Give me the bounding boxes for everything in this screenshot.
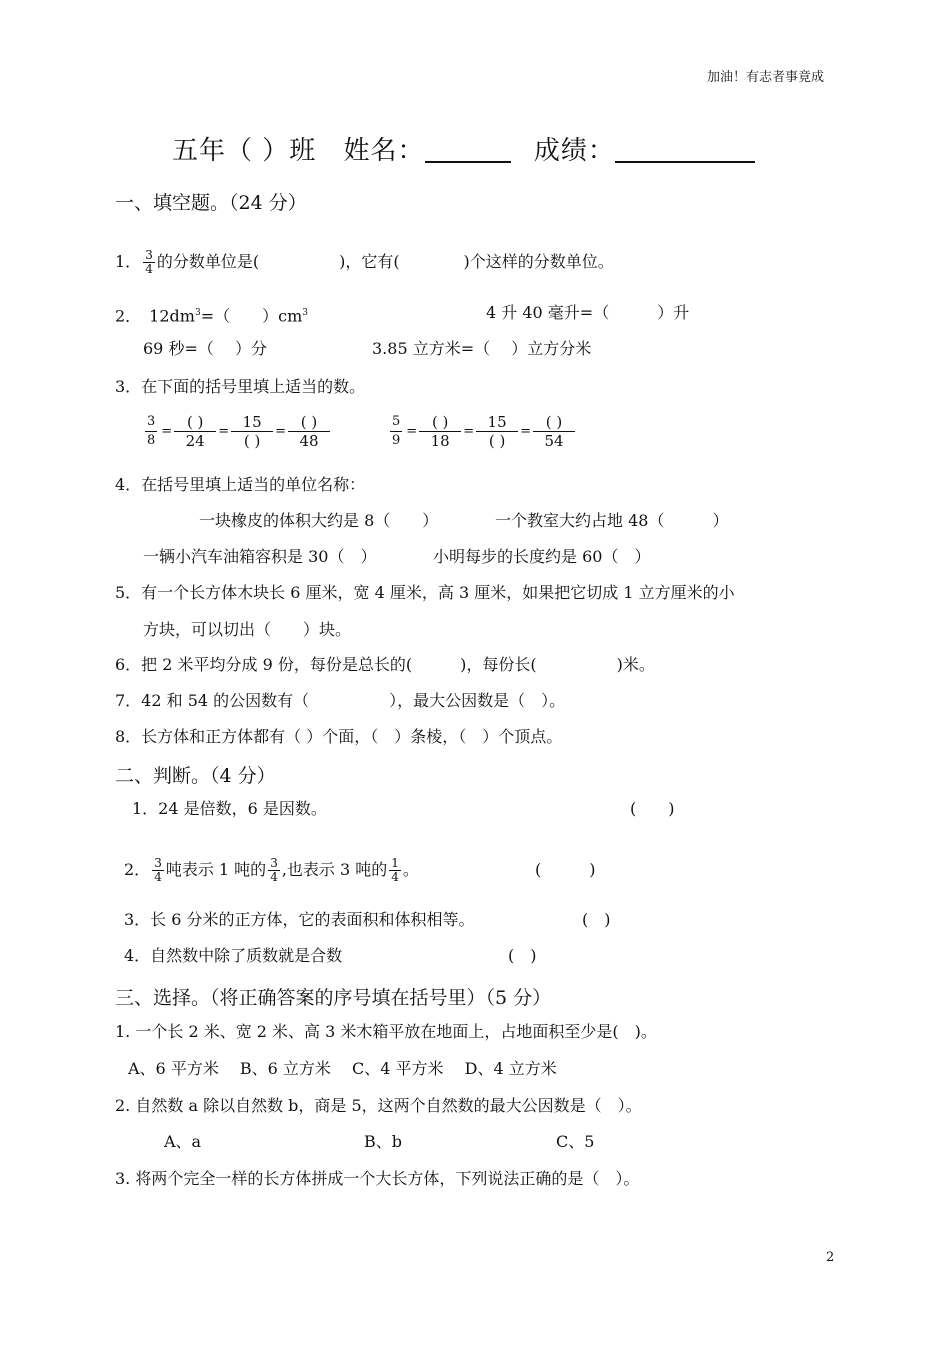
section-1-heading: 一、填空题。（24 分） [115,192,307,214]
fraction: ( ) 48 [288,413,330,450]
s1-q3: 3．在下面的括号里填上适当的数。 [115,377,366,396]
fraction-3-4: $\frac{3}{4}$ [145,248,153,276]
s2-q2: 2． $\frac{3}{4}$ 吨表示 1 吨的 $\frac{3}{4}$ ,也表示 3 吨的 $\frac{1}{4}$ 。 [124,856,419,884]
s3-q2: 2. 自然数 a 除以自然数 b，商是 5，这两个自然数的最大公因数是（ ）。 [115,1096,642,1115]
s1-q6: 6．把 2 米平均分成 9 份，每份是总长的( )，每份长( )米。 [115,655,655,674]
section-3-heading: 三、选择。（将正确答案的序号填在括号里）（5 分） [115,987,552,1009]
s3-q2-option-c[interactable]: C、5 [556,1132,595,1151]
fraction: ( ) 18 [419,413,461,450]
q-number: 1． [115,252,142,271]
s2-q3-paren[interactable]: ( ) [582,910,611,929]
s1-q4-a: 一块橡皮的体积大约是 8（ ） [199,511,439,530]
s1-q2-a: 2． $12dm^3=$（ ）$cm^3$ [115,306,308,326]
fraction: $\frac{5}{9}$ [392,414,401,448]
fraction: 15 ( ) [231,413,273,450]
s1-q2-c: 69 秒=（ ）分 [143,339,267,358]
s3-q2-option-a[interactable]: A、a [164,1132,202,1151]
s1-q4-c: 一辆小汽车油箱容积是 30（ ） [143,547,377,566]
s2-q4-paren[interactable]: ( ) [508,946,537,965]
section-2-heading: 二、判断。（4 分） [115,765,276,787]
fraction: $\frac{3}{4}$ [270,856,278,884]
name-blank[interactable] [425,137,511,163]
s1-q2-b: 4 升 40 毫升=（ ）升 [486,303,690,322]
s3-q1: 1. 一个长 2 米、宽 2 米、高 3 米木箱平放在地面上，占地面积至少是( )。 [115,1022,657,1041]
fraction: 15 ( ) [476,413,518,450]
fraction-chain-2: $\frac{5}{9}$ = ( ) 18 = 15 ( ) = ( ) 54 [388,413,575,450]
page-number: 2 [826,1250,835,1265]
fraction-chain-1: $\frac{3}{8}$ = ( ) 24 = 15 ( ) = ( ) 48 [143,413,330,450]
s3-q2-option-b[interactable]: B、b [364,1132,403,1151]
fraction: ( ) 24 [174,413,216,450]
s1-q4: 4．在括号里填上适当的单位名称： [115,475,366,494]
s2-q4: 4．自然数中除了质数就是合数 [124,946,343,965]
fraction: $\frac{3}{8}$ [147,414,156,448]
fraction: ( ) 54 [533,413,575,450]
s2-q2-paren[interactable]: ( ) [535,860,596,879]
s1-q4-d: 小明每步的长度约是 60（ ） [433,547,651,566]
s1-q7: 7．42 和 54 的公因数有（ ），最大公因数是（ ）。 [115,691,566,710]
class-label: 五年（ ）班 [172,136,317,166]
s1-q1 [115,242,614,282]
s2-q3: 3．长 6 分米的正方体，它的表面积和体积相等。 [124,910,475,929]
s1-q8: 8．长方体和正方体都有（ ）个面，（ ）条棱，（ ）个顶点。 [115,727,563,746]
s2-q1: 1．24 是倍数，6 是因数。 [132,799,327,818]
s1-q5-line2: 方块，可以切出（ ）块。 [143,620,352,639]
fraction: $\frac{1}{4}$ [391,856,399,884]
s3-q3: 3. 将两个完全一样的长方体拼成一个大长方体，下列说法正确的是（ ）。 [115,1169,640,1188]
s1-q4-b: 一个教室大约占地 48（ ） [495,511,729,530]
page-title [172,130,755,167]
name-label: 姓名： [343,136,425,166]
s1-q2-d: 3.85 立方米=（ ）立方分米 [372,339,592,358]
s3-q1-options: A、6 平方米 B、6 立方米 C、4 平方米 D、4 立方米 [128,1059,557,1078]
q-text: 的分数单位是( )，它有( )个这样的分数单位。 [156,252,614,271]
score-blank[interactable] [615,137,755,163]
s1-q5-line1: 5．有一个长方体木块长 6 厘米，宽 4 厘米，高 3 厘米，如果把它切成 1 立方厘米的小 [115,583,735,602]
s2-q1-paren[interactable]: ( ) [630,799,675,818]
fraction: $\frac{3}{4}$ [154,856,162,884]
header-slogan: 加油！有志者事竟成 [707,70,825,85]
score-label: 成绩： [533,136,615,166]
